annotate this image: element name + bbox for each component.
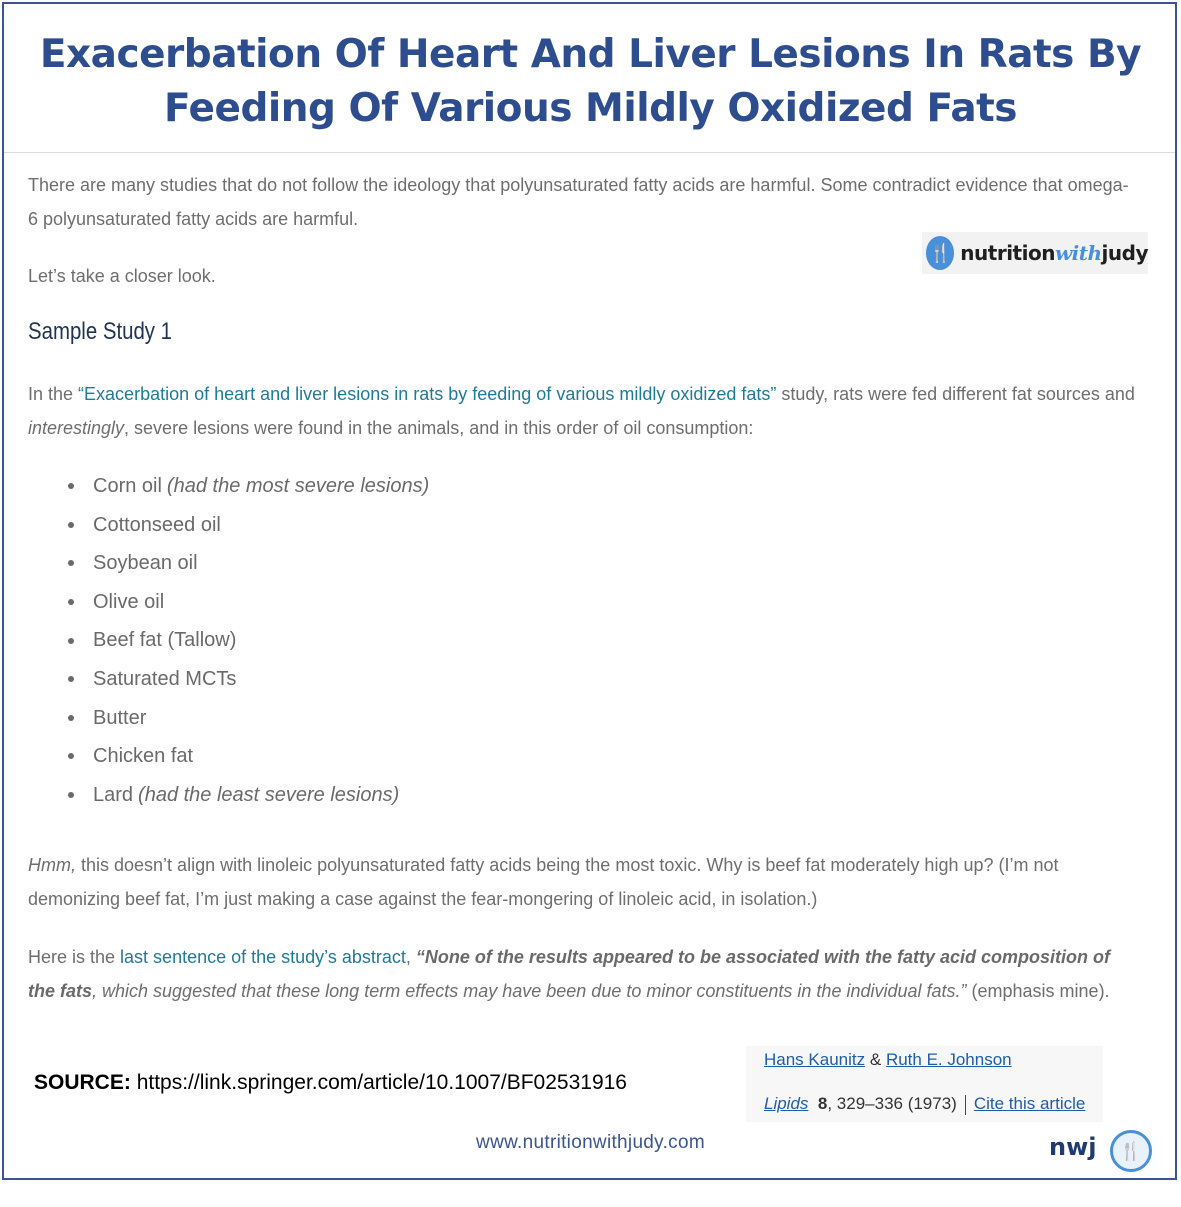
citation-authors: Hans Kaunitz & Ruth E. Johnson xyxy=(764,1050,1012,1069)
footer-url: www.nutritionwithjudy.com xyxy=(476,1132,705,1153)
title-line-2: Feeding Of Various Mildly Oxidized Fats xyxy=(164,86,1017,131)
closer-look-text: Let’s take a closer look. xyxy=(28,266,216,286)
brand-logo-text: nutritionwithjudy xyxy=(960,241,1148,265)
citation-reference: Lipids 8, 329–336 (1973) Cite this article xyxy=(764,1094,1086,1113)
oil-list xyxy=(68,467,429,814)
list-item: Butter xyxy=(68,699,429,738)
list-item: Lard (had the least severe lesions) xyxy=(68,776,429,815)
page-title xyxy=(0,28,1181,136)
list-item: Saturated MCTs xyxy=(68,660,429,699)
abstract-link[interactable]: last sentence of the study’s abstract xyxy=(120,947,406,967)
abstract-paragraph: Here is the last sentence of the study’s abstract, “None of the results appeared to be associated with the fatty acid composition of the fats, which suggested that these long term effects may have been due to minor constituents in the individual fats.” (emphasis mine). xyxy=(28,947,1111,1001)
section-heading: Sample Study 1 xyxy=(28,318,173,345)
citation-box xyxy=(746,1046,1103,1122)
cite-article-link[interactable]: Cite this article xyxy=(973,1094,1086,1113)
list-item: Soybean oil xyxy=(68,544,429,583)
author-link[interactable]: Ruth E. Johnson xyxy=(885,1050,1012,1069)
list-item: Olive oil xyxy=(68,583,429,622)
list-item: Beef fat (Tallow) xyxy=(68,621,429,660)
study-link[interactable]: “Exacerbation of heart and liver lesions in rats by feeding of various mildly oxidized fats” xyxy=(78,384,777,404)
commentary-paragraph: Hmm, this doesn’t align with linoleic polyunsaturated fatty acids being the most toxic. Why is beef fat moderately high up? (I’m not demonizing beef fat, I’m just making a case against the fear-mongering of linoleic acid, in isolation.) xyxy=(28,855,1059,909)
fork-knife-icon: 🍴 xyxy=(1110,1130,1152,1172)
list-item: Chicken fat xyxy=(68,737,429,776)
title-divider xyxy=(4,152,1175,153)
source-url: https://link.springer.com/article/10.1007/BF02531916 xyxy=(136,1071,627,1094)
source-line: SOURCE: https://link.springer.com/article/10.1007/BF02531916 xyxy=(34,1071,627,1094)
study-paragraph: In the “Exacerbation of heart and liver lesions in rats by feeding of various mildly oxidized fats” study, rats were fed different fat sources and interestingly, severe lesions were found in the animals, and in this order of oil consumption: xyxy=(28,384,1135,438)
intro-paragraph: There are many studies that do not follow the ideology that polyunsaturated fatty acids are harmful. Some contradict evidence that omega-6 polyunsaturated fatty acids are harmful. xyxy=(28,175,1129,229)
list-item: Corn oil (had the most severe lesions) xyxy=(68,467,429,506)
author-link[interactable]: Hans Kaunitz xyxy=(764,1050,866,1069)
title-line-1: Exacerbation Of Heart And Liver Lesions In Rats By xyxy=(39,32,1142,77)
list-item: Cottonseed oil xyxy=(68,506,429,545)
journal-link[interactable]: Lipids xyxy=(764,1094,809,1113)
fork-knife-icon: 🍴 xyxy=(926,236,954,270)
footer-logo-text: nwj xyxy=(1049,1133,1097,1161)
